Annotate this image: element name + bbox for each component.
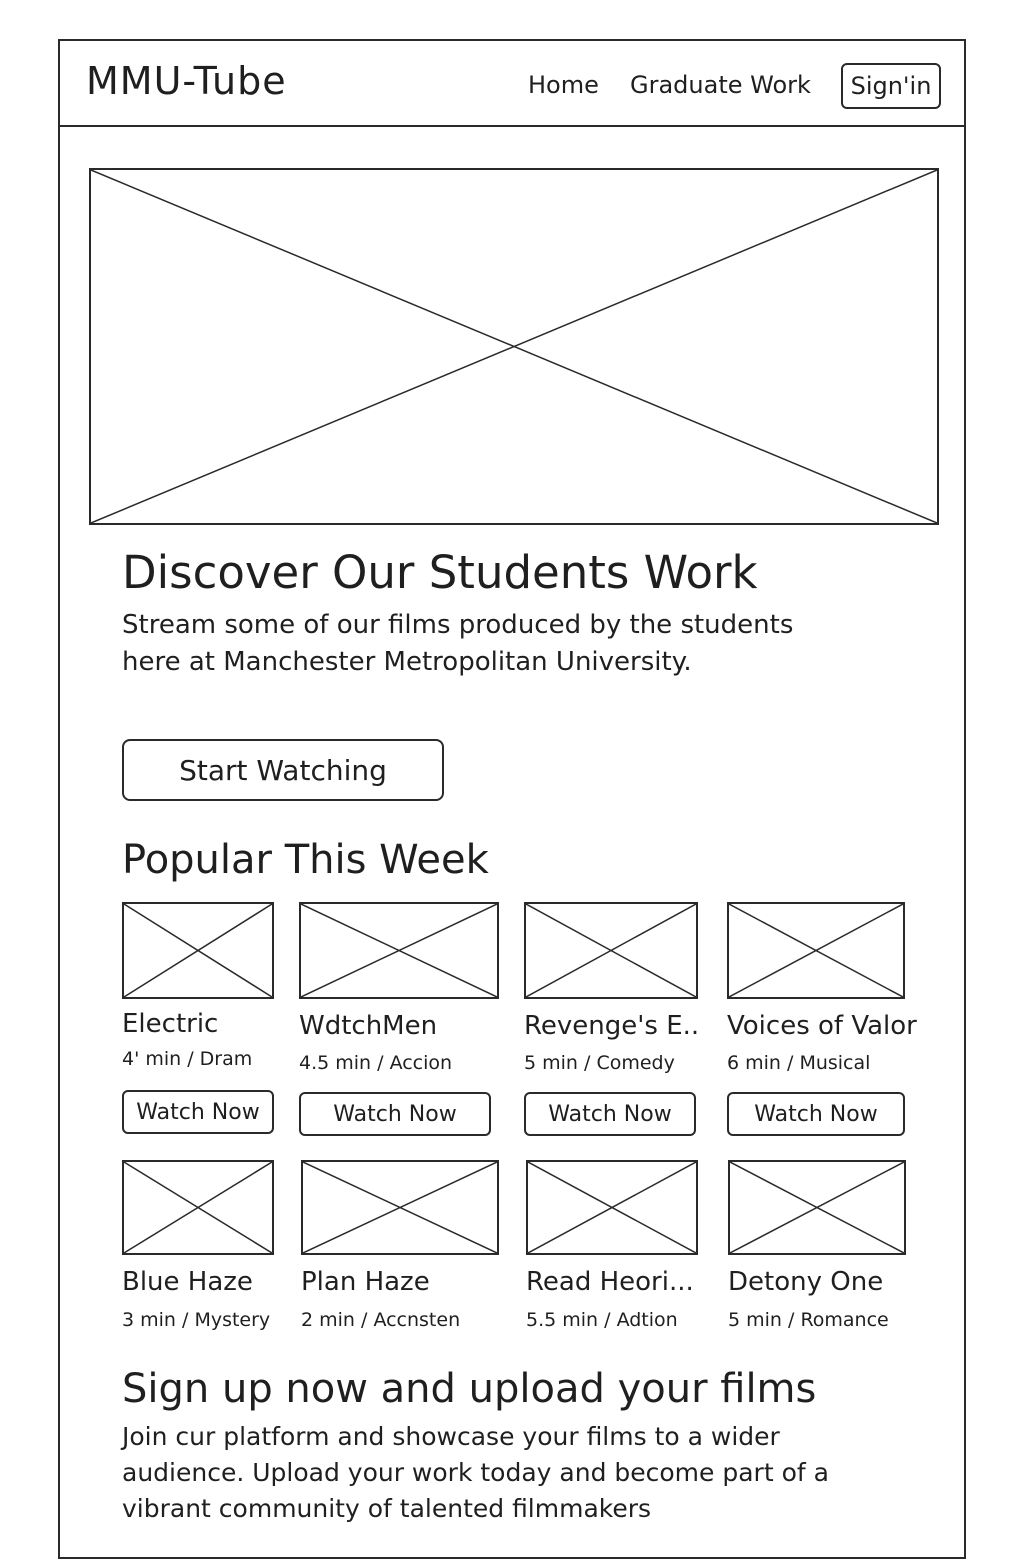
film-title[interactable]: Blue Haze (122, 1267, 253, 1297)
film-title[interactable]: WdtchMen (299, 1011, 438, 1041)
signup-description: Join cur platform and showcase your films to a wider audience. Upload your work today and become part of a vibrant community of talented filmmakers (122, 1422, 829, 1523)
film-card[interactable] (122, 1160, 274, 1340)
site-header (60, 41, 964, 127)
popular-section-title: Popular This Week (122, 837, 489, 883)
film-card[interactable] (727, 902, 917, 1142)
film-title[interactable]: Voices of Valor (727, 1011, 917, 1041)
watch-now-button[interactable]: Watch Now (299, 1092, 491, 1136)
image-placeholder-icon (729, 904, 903, 997)
film-thumbnail[interactable] (299, 902, 499, 999)
image-placeholder-icon (526, 904, 696, 997)
film-thumbnail[interactable] (727, 902, 905, 999)
film-meta: 4.5 min / Accion (299, 1052, 453, 1074)
image-placeholder-icon (91, 170, 937, 523)
film-meta: 3 min / Mystery (122, 1309, 271, 1331)
image-placeholder-icon (301, 904, 497, 997)
film-meta: 5.5 min / Adtion (526, 1309, 678, 1331)
film-title[interactable]: Plan Haze (301, 1267, 430, 1297)
film-thumbnail[interactable] (728, 1160, 906, 1255)
nav-graduate-work-link[interactable]: Graduate Work (630, 71, 811, 99)
page-frame (58, 39, 966, 1559)
film-thumbnail[interactable] (122, 1160, 274, 1255)
film-card[interactable] (524, 902, 698, 1142)
start-watching-button[interactable]: Start Watching (122, 739, 444, 801)
site-logo[interactable]: MMU-Tube (86, 59, 287, 103)
film-thumbnail[interactable] (301, 1160, 499, 1255)
film-card[interactable] (526, 1160, 698, 1340)
hero-title: Discover Our Students Work (122, 546, 758, 599)
signup-section-title: Sign up now and upload your films (122, 1366, 817, 1412)
film-title[interactable]: Detony One (728, 1267, 884, 1297)
image-placeholder-icon (124, 904, 272, 997)
film-meta: 5 min / Comedy (524, 1052, 675, 1074)
film-thumbnail[interactable] (526, 1160, 698, 1255)
film-card[interactable] (728, 1160, 906, 1340)
image-placeholder-icon (303, 1162, 497, 1253)
film-title[interactable]: Read Heori... (526, 1267, 694, 1297)
film-card[interactable] (301, 1160, 499, 1340)
film-title[interactable]: Electric (122, 1009, 219, 1039)
film-meta: 2 min / Accnsten (301, 1309, 461, 1331)
film-meta: 4' min / Dram (122, 1048, 253, 1070)
watch-now-button[interactable]: Watch Now (122, 1090, 274, 1134)
hero-image-placeholder (89, 168, 939, 525)
image-placeholder-icon (528, 1162, 696, 1253)
film-thumbnail[interactable] (524, 902, 698, 999)
film-thumbnail[interactable] (122, 902, 274, 999)
film-card[interactable] (122, 902, 274, 1142)
image-placeholder-icon (730, 1162, 904, 1253)
film-card[interactable] (299, 902, 499, 1142)
film-meta: 5 min / Romance (728, 1309, 889, 1331)
film-meta: 6 min / Musical (727, 1052, 871, 1074)
sign-in-button[interactable]: Sign'in (841, 63, 941, 109)
hero-description: Stream some of our films produced by the students here at Manchester Metropolitan University. (122, 610, 794, 677)
film-title[interactable]: Revenge's E.. (524, 1011, 700, 1041)
image-placeholder-icon (124, 1162, 272, 1253)
watch-now-button[interactable]: Watch Now (524, 1092, 696, 1136)
watch-now-button[interactable]: Watch Now (727, 1092, 905, 1136)
nav-home-link[interactable]: Home (528, 71, 599, 99)
